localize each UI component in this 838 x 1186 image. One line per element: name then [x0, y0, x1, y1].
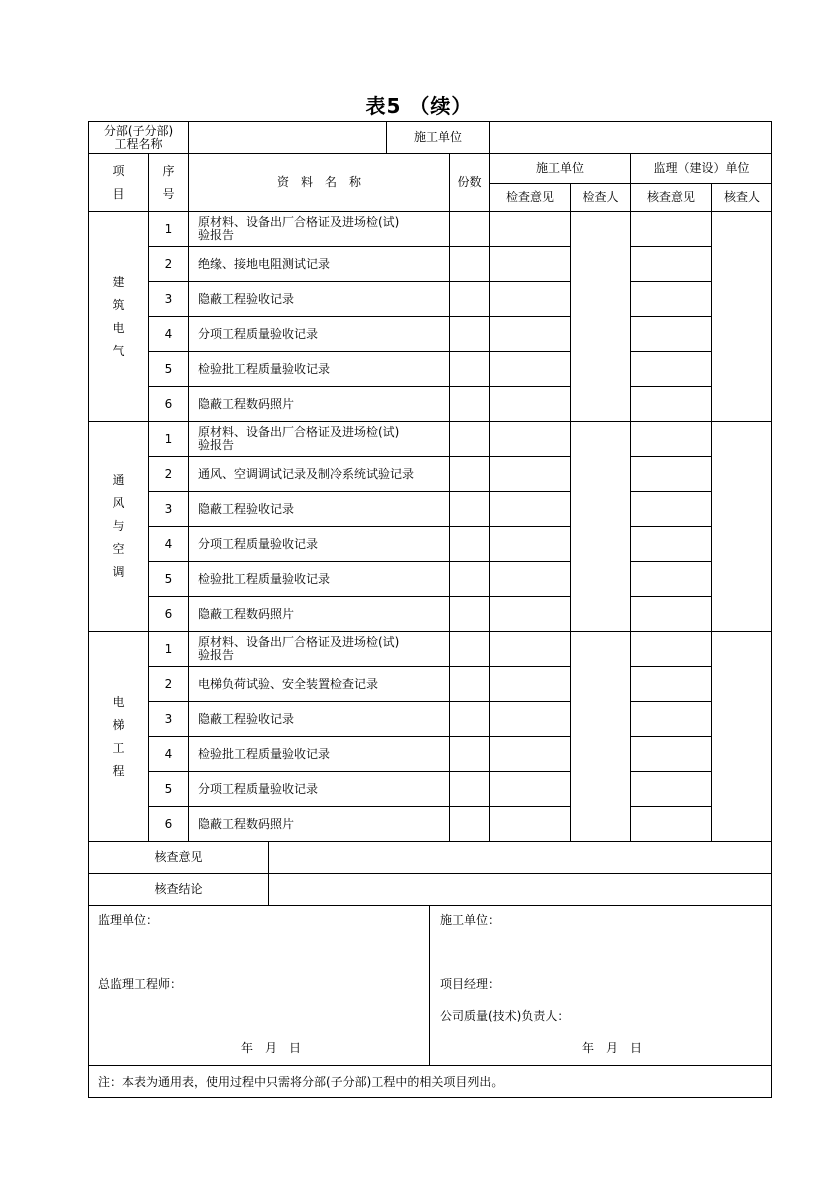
- checker-cell[interactable]: [570, 211, 630, 421]
- row-number: 5: [148, 561, 188, 596]
- document-name: 检验批工程质量验收记录: [188, 561, 449, 596]
- row-number: 3: [148, 701, 188, 736]
- document-name: 原材料、设备出厂合格证及进场检(试) 验报告: [188, 211, 449, 246]
- row-number: 4: [148, 736, 188, 771]
- copies-cell[interactable]: [449, 526, 489, 561]
- verify-opinion-cell[interactable]: [630, 246, 711, 281]
- document-name: 电梯负荷试验、安全装置检查记录: [188, 666, 449, 701]
- row-number: 2: [148, 246, 188, 281]
- document-name: 分项工程质量验收记录: [188, 771, 449, 806]
- verify-opinion-cell[interactable]: [630, 526, 711, 561]
- check-opinion-cell[interactable]: [489, 491, 570, 526]
- checker-cell[interactable]: [570, 631, 630, 841]
- section-label-char: 调: [112, 565, 125, 579]
- check-opinion-cell[interactable]: [489, 806, 570, 841]
- col-item: [88, 153, 148, 211]
- section-label-char: 电: [112, 694, 125, 709]
- verify-opinion-cell[interactable]: [630, 386, 711, 421]
- check-opinion-cell[interactable]: [489, 771, 570, 806]
- check-opinion-cell[interactable]: [489, 456, 570, 491]
- verify-opinion-cell[interactable]: [630, 631, 711, 666]
- project-name-value[interactable]: [188, 121, 386, 153]
- verify-opinion-cell[interactable]: [630, 211, 711, 246]
- document-name: 分项工程质量验收记录: [188, 316, 449, 351]
- check-opinion-cell[interactable]: [489, 526, 570, 561]
- inspection-table: [88, 121, 772, 1098]
- col-item-char: 目: [112, 186, 125, 201]
- document-name: 绝缘、接地电阻测试记录: [188, 246, 449, 281]
- col-seq-char: 序: [162, 163, 175, 178]
- section-label: [88, 421, 148, 631]
- col-supervision-unit: 监理（建设）单位: [630, 153, 772, 183]
- row-number: 3: [148, 281, 188, 316]
- construction-unit-label: 施工单位：: [440, 913, 501, 927]
- project-name-label: 分部(子分部) 工程名称: [88, 121, 188, 153]
- document-name: 隐蔽工程验收记录: [188, 281, 449, 316]
- verifier-cell[interactable]: [711, 421, 772, 631]
- checker-cell[interactable]: [570, 421, 630, 631]
- verify-opinion-cell[interactable]: [630, 771, 711, 806]
- document-name: 原材料、设备出厂合格证及进场检(试) 验报告: [188, 421, 449, 456]
- copies-cell[interactable]: [449, 491, 489, 526]
- verify-opinion-cell[interactable]: [630, 596, 711, 631]
- row-number: 2: [148, 666, 188, 701]
- section-label: [88, 211, 148, 421]
- section-label-char: 空: [112, 542, 125, 556]
- row-number: 1: [148, 631, 188, 666]
- copies-cell[interactable]: [449, 281, 489, 316]
- supervision-date-label: 年 月 日: [241, 1041, 302, 1055]
- supervision-unit-label: 监理单位：: [98, 913, 159, 927]
- page-title: 表5 （续）: [365, 94, 473, 118]
- row-number: 6: [148, 806, 188, 841]
- copies-cell[interactable]: [449, 596, 489, 631]
- section-label-char: 筑: [112, 297, 125, 312]
- quality-head-label: 公司质量(技术)负责人：: [440, 1009, 570, 1023]
- row-number: 1: [148, 211, 188, 246]
- check-opinion-cell[interactable]: [489, 421, 570, 456]
- col-verifier: 核查人: [711, 183, 772, 211]
- verify-conclusion-label: 核查结论: [88, 873, 268, 905]
- row-number: 6: [148, 596, 188, 631]
- check-opinion-cell[interactable]: [489, 316, 570, 351]
- construction-date-label: 年 月 日: [582, 1041, 643, 1055]
- copies-cell[interactable]: [449, 386, 489, 421]
- unit-value[interactable]: [489, 121, 772, 153]
- section-label-char: 电: [112, 320, 125, 335]
- document-name: 隐蔽工程验收记录: [188, 701, 449, 736]
- section-label-char: 通: [112, 473, 125, 487]
- copies-cell[interactable]: [449, 806, 489, 841]
- section-label-char: 梯: [112, 717, 125, 732]
- row-number: 6: [148, 386, 188, 421]
- row-number: 5: [148, 351, 188, 386]
- row-number: 2: [148, 456, 188, 491]
- document-name: 隐蔽工程数码照片: [188, 386, 449, 421]
- verify-opinion-cell[interactable]: [630, 561, 711, 596]
- document-name: 隐蔽工程验收记录: [188, 491, 449, 526]
- document-name: 隐蔽工程数码照片: [188, 596, 449, 631]
- row-number: 4: [148, 316, 188, 351]
- verify-opinion-cell[interactable]: [630, 701, 711, 736]
- col-check-opinion: 检查意见: [489, 183, 570, 211]
- verify-opinion-cell[interactable]: [630, 666, 711, 701]
- construction-signature-box[interactable]: [429, 905, 772, 1065]
- col-item-char: 项: [112, 163, 125, 178]
- check-opinion-cell[interactable]: [489, 561, 570, 596]
- copies-cell[interactable]: [449, 771, 489, 806]
- copies-cell[interactable]: [449, 246, 489, 281]
- document-name: 分项工程质量验收记录: [188, 526, 449, 561]
- copies-cell[interactable]: [449, 631, 489, 666]
- row-number: 3: [148, 491, 188, 526]
- unit-label: 施工单位: [386, 121, 489, 153]
- col-checker: 检查人: [570, 183, 630, 211]
- check-opinion-cell[interactable]: [489, 211, 570, 246]
- verify-opinion-label: 核查意见: [88, 841, 268, 873]
- document-name: 检验批工程质量验收记录: [188, 351, 449, 386]
- copies-cell[interactable]: [449, 666, 489, 701]
- project-manager-label: 项目经理：: [440, 977, 501, 991]
- verifier-cell[interactable]: [711, 211, 772, 421]
- verify-opinion-cell[interactable]: [630, 806, 711, 841]
- section-label-char: 气: [112, 343, 125, 358]
- document-name: 通风、空调调试记录及制冷系统试验记录: [188, 456, 449, 491]
- footnote: 注：本表为通用表，使用过程中只需将分部(子分部)工程中的相关项目列出。: [88, 1065, 772, 1098]
- section-label-char: 与: [112, 519, 125, 533]
- col-seq: [148, 153, 188, 211]
- verify-opinion-value[interactable]: [268, 841, 772, 873]
- copies-cell[interactable]: [449, 701, 489, 736]
- verify-opinion-cell[interactable]: [630, 421, 711, 456]
- col-seq-char: 号: [162, 186, 175, 201]
- verify-conclusion-value[interactable]: [268, 873, 772, 905]
- section-label-char: 程: [112, 763, 125, 778]
- check-opinion-cell[interactable]: [489, 281, 570, 316]
- col-verify-opinion: 核查意见: [630, 183, 711, 211]
- check-opinion-cell[interactable]: [489, 596, 570, 631]
- check-opinion-cell[interactable]: [489, 246, 570, 281]
- copies-cell[interactable]: [449, 421, 489, 456]
- col-copies: 份数: [449, 153, 489, 211]
- verify-opinion-cell[interactable]: [630, 456, 711, 491]
- verify-opinion-cell[interactable]: [630, 736, 711, 771]
- document-name: 原材料、设备出厂合格证及进场检(试) 验报告: [188, 631, 449, 666]
- check-opinion-cell[interactable]: [489, 351, 570, 386]
- supervision-signature-box[interactable]: [88, 905, 429, 1065]
- check-opinion-cell[interactable]: [489, 631, 570, 666]
- row-number: 5: [148, 771, 188, 806]
- check-opinion-cell[interactable]: [489, 666, 570, 701]
- verifier-cell[interactable]: [711, 631, 772, 841]
- verify-opinion-cell[interactable]: [630, 281, 711, 316]
- copies-cell[interactable]: [449, 736, 489, 771]
- verify-opinion-cell[interactable]: [630, 491, 711, 526]
- col-name: 资 料 名 称: [188, 153, 449, 211]
- verify-opinion-cell[interactable]: [630, 316, 711, 351]
- check-opinion-cell[interactable]: [489, 736, 570, 771]
- check-opinion-cell[interactable]: [489, 386, 570, 421]
- document-name: 检验批工程质量验收记录: [188, 736, 449, 771]
- document-name: 隐蔽工程数码照片: [188, 806, 449, 841]
- check-opinion-cell[interactable]: [489, 701, 570, 736]
- col-construction-unit: 施工单位: [489, 153, 630, 183]
- row-number: 1: [148, 421, 188, 456]
- section-label: [88, 631, 148, 841]
- copies-cell[interactable]: [449, 561, 489, 596]
- section-label-char: 风: [112, 496, 125, 510]
- copies-cell[interactable]: [449, 316, 489, 351]
- copies-cell[interactable]: [449, 456, 489, 491]
- section-label-char: 建: [112, 274, 125, 289]
- section-label-char: 工: [112, 740, 125, 755]
- chief-engineer-label: 总监理工程师：: [98, 977, 183, 991]
- row-number: 4: [148, 526, 188, 561]
- copies-cell[interactable]: [449, 351, 489, 386]
- verify-opinion-cell[interactable]: [630, 351, 711, 386]
- copies-cell[interactable]: [449, 211, 489, 246]
